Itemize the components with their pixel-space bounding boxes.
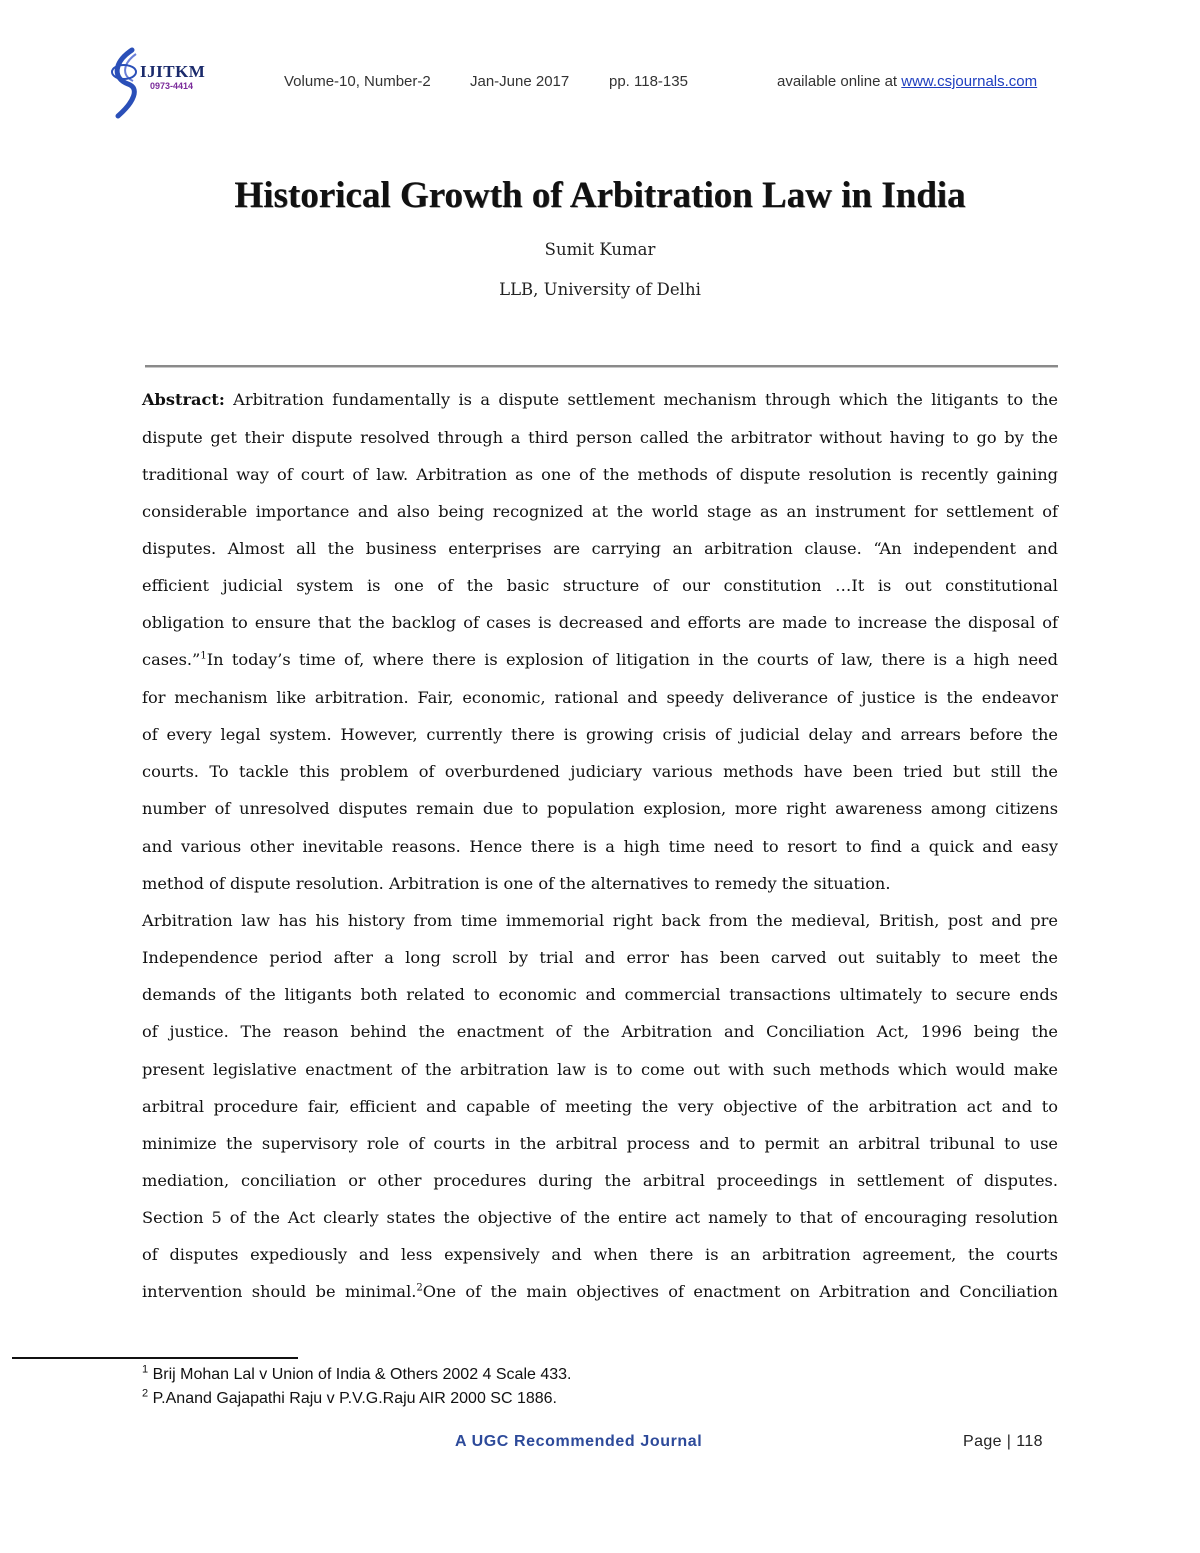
header-volume: Volume-10, Number-2 xyxy=(284,73,431,90)
body-line: intervention should be minimal.$^2$One of the main objectives of enactment on Arbitration and Conciliation xyxy=(142,1282,1058,1301)
abstract-line: for mechanism like arbitration. Fair, economic, rational and speedy deliverance of justice is the endeavor xyxy=(142,688,1058,707)
paper-title: Historical Growth of Arbitration Law in India xyxy=(234,175,966,216)
paper-author: Sumit Kumar xyxy=(544,240,656,259)
footnote-ref-1[interactable]: 1 xyxy=(200,650,207,662)
header-pages: pp. 118-135 xyxy=(609,73,688,90)
body-line: Arbitration law has his history from time immemorial right back from the medieval, British, post and pre xyxy=(142,911,1058,930)
footnote-text: P.Anand Gajapathi Raju v P.V.G.Raju AIR 2000 SC 1886. xyxy=(148,1390,557,1407)
header-availability xyxy=(777,73,1037,90)
abstract-line: Abstract: Arbitration fundamentally is a dispute settlement mechanism through which the litigants to the xyxy=(142,390,1058,409)
body-line: of justice. The reason behind the enactment of the Arbitration and Conciliation Act, 1996 being the xyxy=(142,1022,1058,1041)
abstract-line: method of dispute resolution. Arbitration is one of the alternatives to remedy the situation. xyxy=(142,874,891,893)
abstract-line: obligation to ensure that the backlog of cases is decreased and efforts are made to increase the disposal of xyxy=(142,613,1058,632)
footnote-mark: 2 xyxy=(142,1387,149,1400)
abstract-line: and various other inevitable reasons. Hence there is a high time need to resort to find a quick and easy xyxy=(142,837,1058,856)
title-divider xyxy=(145,365,1058,367)
body-line: mediation, conciliation or other procedures during the arbitral proceedings in settlement of disputes. xyxy=(142,1171,1058,1190)
body-line: minimize the supervisory role of courts in the arbitral process and to permit an arbitral tribunal to use xyxy=(142,1134,1058,1153)
logo-issn: 0973-4414 xyxy=(150,81,194,91)
abstract-line: dispute get their dispute resolved through a third person called the arbitrator without having to go by the xyxy=(142,428,1058,447)
body-line: Independence period after a long scroll by trial and error has been carved out suitably to meet the xyxy=(142,948,1058,967)
journal-logo xyxy=(100,44,230,124)
abstract-line: cases.”$^1$In today’s time of, where there is explosion of litigation in the courts of law, there is a high need xyxy=(142,650,1058,669)
abstract-line: number of unresolved disputes remain due to population explosion, more right awareness among citizens xyxy=(142,799,1058,818)
abstract-line: of every legal system. However, currently there is growing crisis of judicial delay and arrears before the xyxy=(142,725,1058,744)
body-line: present legislative enactment of the arbitration law is to come out with such methods which would make xyxy=(142,1060,1058,1079)
footnote-2 xyxy=(142,1387,557,1408)
availability-prefix: available online at xyxy=(777,73,898,90)
website-link[interactable]: www.csjournals.com xyxy=(901,73,1038,90)
abstract-label: Abstract: xyxy=(142,390,225,409)
footnote-1 xyxy=(142,1363,572,1384)
footnote-separator xyxy=(12,1357,298,1359)
body-line: Section 5 of the Act clearly states the objective of the entire act namely to that of encouraging resolution xyxy=(142,1208,1058,1227)
paper-affiliation: LLB, University of Delhi xyxy=(499,280,701,299)
logo-name: IJITKM xyxy=(140,62,206,81)
footnote-ref-2[interactable]: 2 xyxy=(416,1282,423,1294)
header-date: Jan-June 2017 xyxy=(470,73,570,90)
abstract-line: considerable importance and also being recognized at the world stage as an instrument for settlement of xyxy=(142,502,1058,521)
abstract-line: traditional way of court of law. Arbitration as one of the methods of dispute resolution is recently gaining xyxy=(142,465,1058,484)
abstract-line: courts. To tackle this problem of overburdened judiciary various methods have been tried but still the xyxy=(142,762,1058,781)
footer-journal-note: A UGC Recommended Journal xyxy=(455,1433,703,1450)
abstract-line: efficient judicial system is one of the basic structure of our constitution …It is out constitutional xyxy=(142,576,1058,595)
body-line: of disputes expediously and less expensively and when there is an arbitration agreement, the courts xyxy=(142,1245,1058,1264)
footnote-text: Brij Mohan Lal v Union of India & Others 2002 4 Scale 433. xyxy=(148,1366,572,1383)
footnote-mark: 1 xyxy=(142,1363,149,1376)
body-line: arbitral procedure fair, efficient and capable of meeting the very objective of the arbitration act and to xyxy=(142,1097,1058,1116)
body-line: demands of the litigants both related to economic and commercial transactions ultimately to secure ends xyxy=(142,985,1058,1004)
abstract-line: disputes. Almost all the business enterprises are carrying an arbitration clause. “An independent and xyxy=(142,539,1058,558)
footer-page-number: Page | 118 xyxy=(963,1433,1043,1450)
